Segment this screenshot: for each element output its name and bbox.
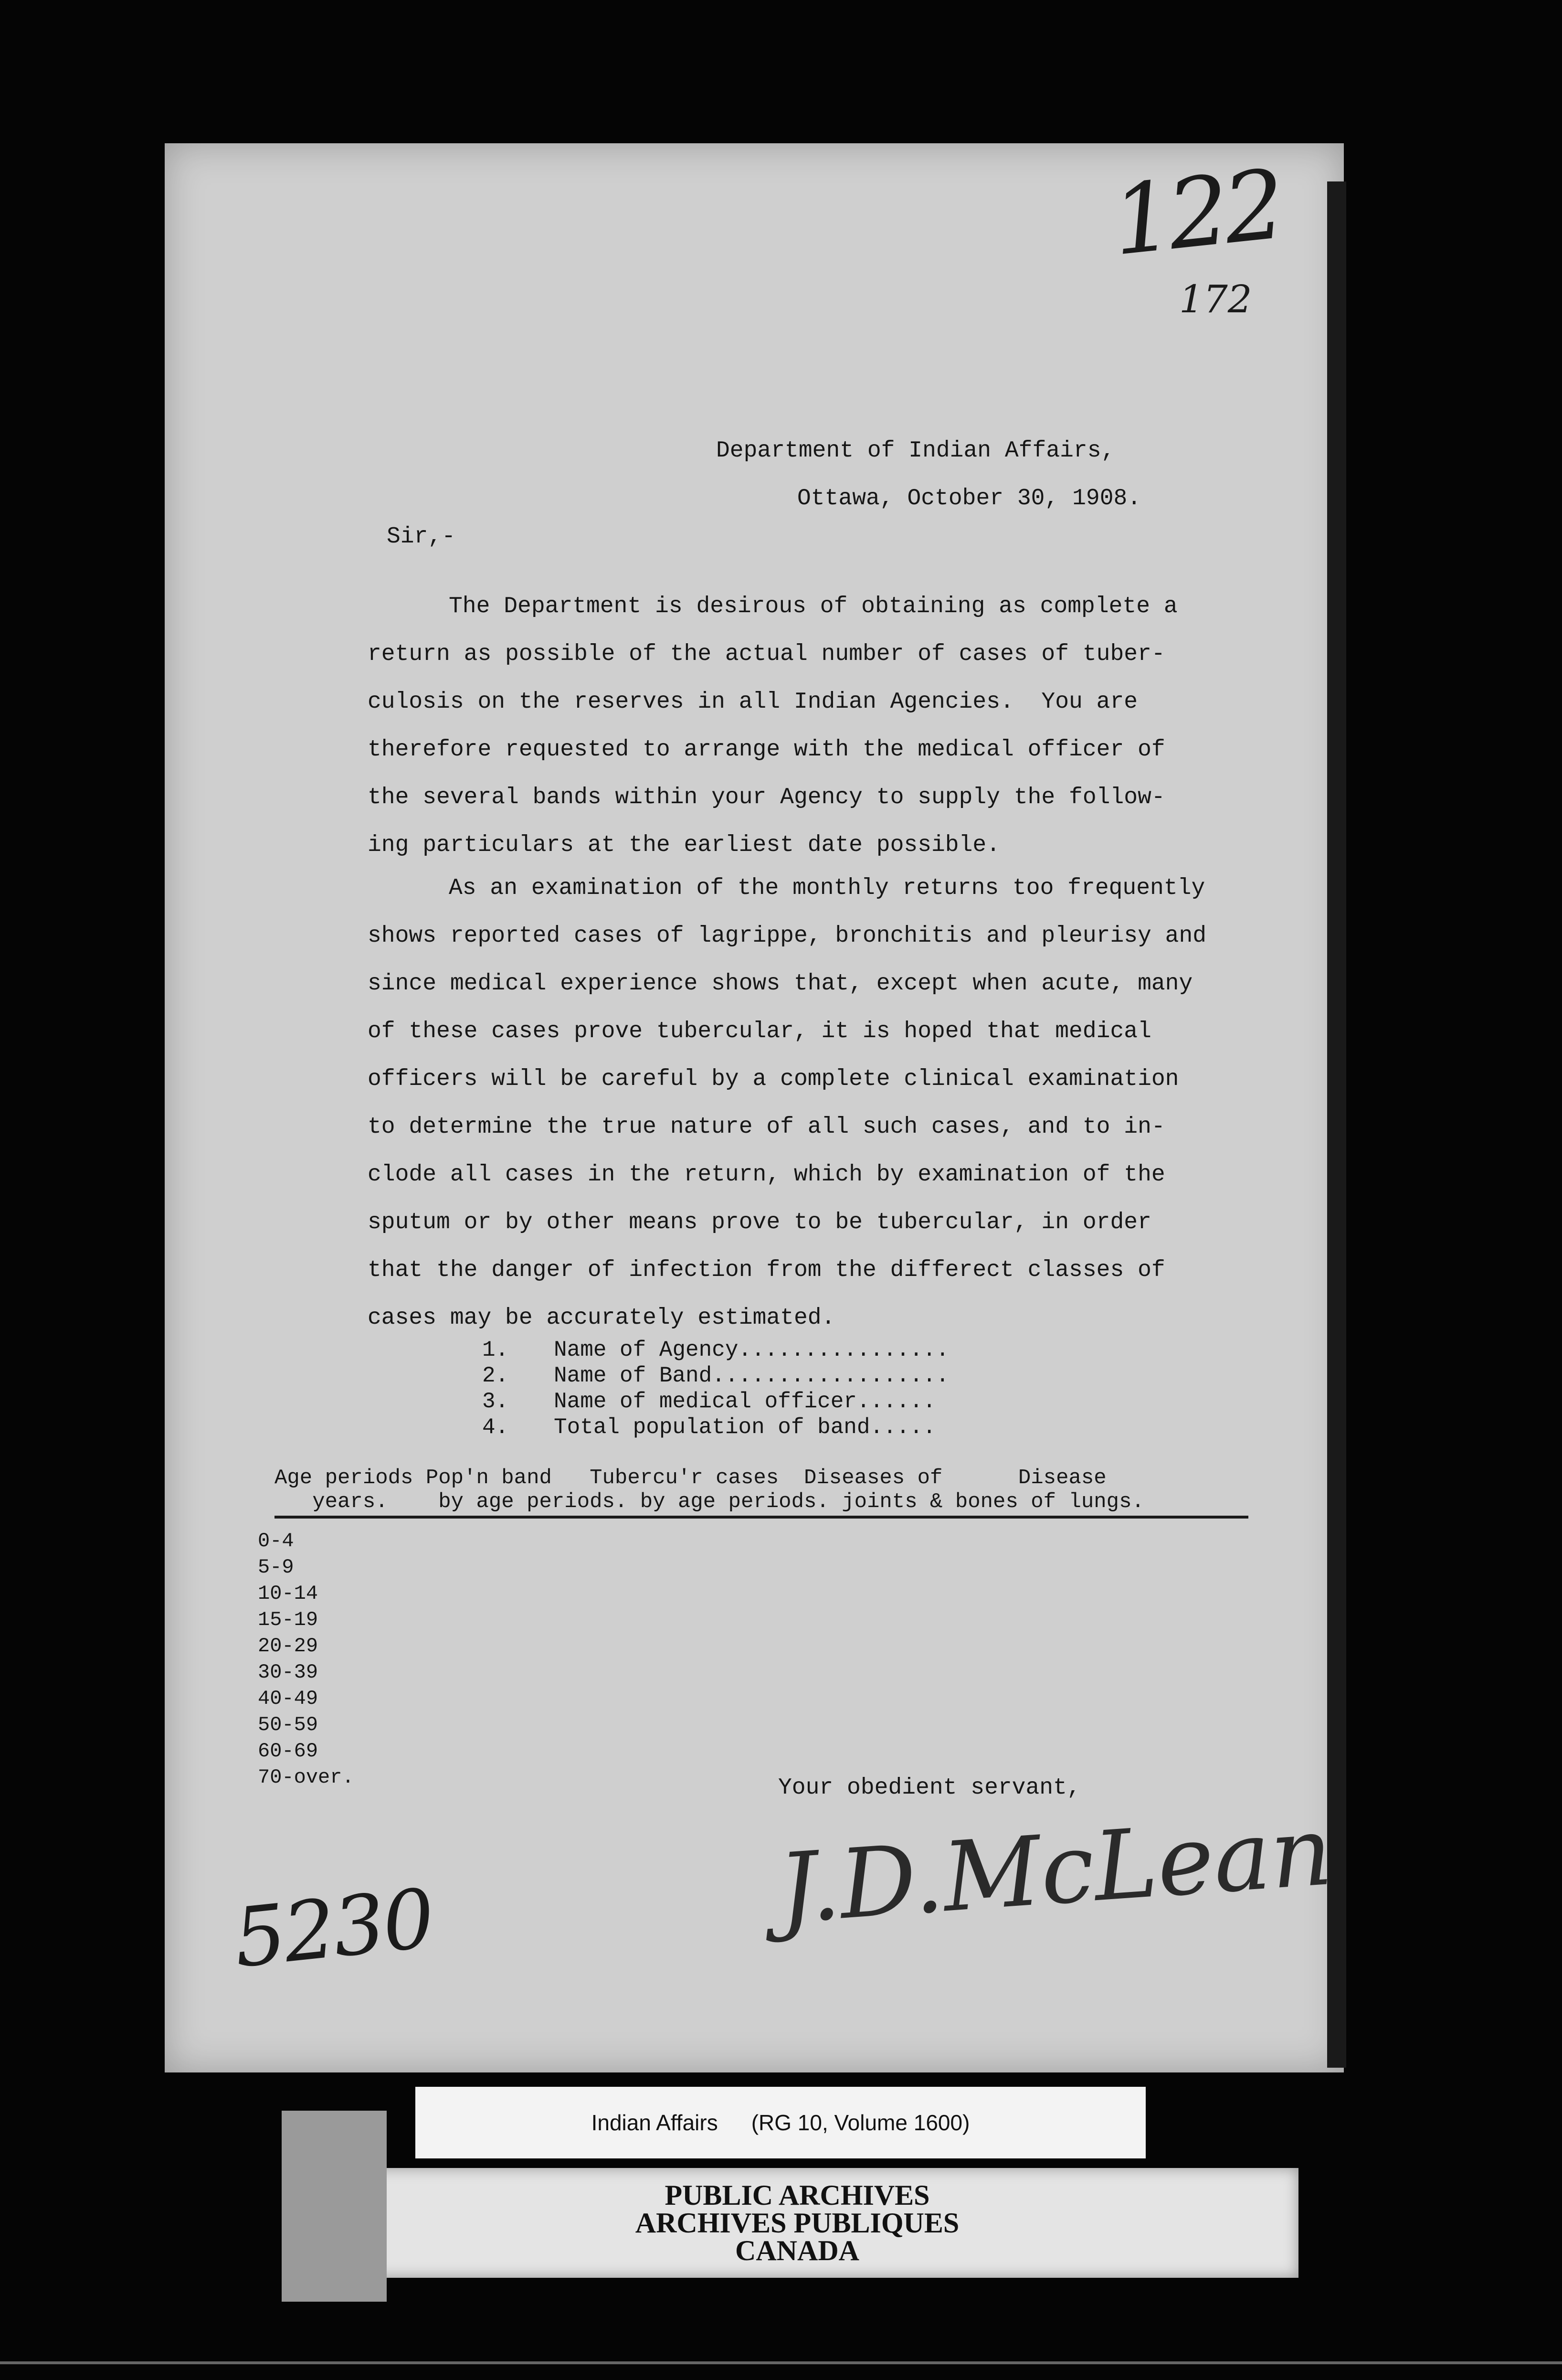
closing-line: Your obedient servant, bbox=[778, 1775, 1081, 1801]
stamp-line: CANADA bbox=[735, 2235, 859, 2266]
signature: J.D.McLean bbox=[775, 1795, 1336, 1945]
paragraph-line: The Department is desirous of obtaining as complete a bbox=[449, 594, 1178, 619]
folio-number: 122 bbox=[1107, 149, 1286, 277]
item-text: Name of medical officer...... bbox=[554, 1389, 936, 1414]
archive-label-fonds: Indian Affairs bbox=[591, 2110, 718, 2135]
table-row: 60-69 bbox=[258, 1740, 318, 1763]
paragraph-line: to determine the true nature of all such cases, and to in- bbox=[368, 1114, 1165, 1140]
table-row: 50-59 bbox=[258, 1713, 318, 1736]
paragraph-line: clode all cases in the return, which by examination of the bbox=[368, 1162, 1165, 1188]
item-number: 4. bbox=[482, 1415, 509, 1440]
table-header bbox=[274, 1466, 1248, 1519]
paragraph-line: sputum or by other means prove to be tubercular, in order bbox=[368, 1210, 1151, 1235]
paragraph-line: since medical experience shows that, except when acute, many bbox=[368, 971, 1193, 997]
paragraph-line: of these cases prove tubercular, it is hoped that medical bbox=[368, 1019, 1151, 1044]
table-row: 20-29 bbox=[258, 1635, 318, 1658]
list-item bbox=[482, 1389, 949, 1414]
letter-header-date: Ottawa, October 30, 1908. bbox=[797, 486, 1141, 511]
table-row: 10-14 bbox=[258, 1582, 318, 1605]
list-item bbox=[482, 1414, 949, 1440]
paragraph-line: ing particulars at the earliest date possible. bbox=[368, 832, 1001, 858]
table-header-line: Age periods Pop'n band Tubercu'r cases Diseases of Disease bbox=[274, 1466, 1107, 1490]
item-number: 3. bbox=[482, 1389, 509, 1414]
folio-sub-number: 172 bbox=[1179, 277, 1252, 321]
archival-number: 5230 bbox=[229, 1871, 437, 1987]
page-edge-shadow bbox=[1327, 181, 1346, 2068]
table-header-line: years. by age periods. by age periods. joints & bones of lungs. bbox=[274, 1490, 1144, 1514]
paragraph-line: As an examination of the monthly returns too frequently bbox=[449, 875, 1205, 901]
paragraph-2 bbox=[368, 864, 1236, 1342]
item-text: Name of Band.................. bbox=[554, 1363, 950, 1388]
paragraph-line: culosis on the reserves in all Indian Agencies. You are bbox=[368, 689, 1138, 715]
table-header-rule bbox=[274, 1516, 1248, 1519]
table-row: 5-9 bbox=[258, 1556, 294, 1579]
stamp-line: PUBLIC ARCHIVES bbox=[665, 2179, 930, 2211]
paragraph-line: the several bands within your Agency to supply the follow- bbox=[368, 785, 1165, 810]
archive-label-volume: (RG 10, Volume 1600) bbox=[751, 2110, 970, 2135]
archive-label bbox=[415, 2087, 1146, 2158]
particulars-list bbox=[482, 1337, 949, 1440]
item-number: 2. bbox=[482, 1363, 509, 1388]
item-text: Total population of band..... bbox=[554, 1415, 936, 1440]
age-periods-column bbox=[258, 1528, 354, 1791]
paragraph-line: that the danger of infection from the differect classes of bbox=[368, 1257, 1165, 1283]
list-item bbox=[482, 1337, 949, 1363]
paragraph-line: cases may be accurately estimated. bbox=[368, 1305, 835, 1331]
stamp-line: ARCHIVES PUBLIQUES bbox=[635, 2207, 960, 2239]
table-row: 70-over. bbox=[258, 1766, 354, 1789]
table-row: 15-19 bbox=[258, 1608, 318, 1631]
paragraph-line: officers will be careful by a complete clinical examination bbox=[368, 1066, 1179, 1092]
table-row: 40-49 bbox=[258, 1687, 318, 1710]
archives-stamp bbox=[296, 2168, 1298, 2278]
table-row: 30-39 bbox=[258, 1661, 318, 1684]
item-number: 1. bbox=[482, 1338, 509, 1362]
paragraph-line: therefore requested to arrange with the medical officer of bbox=[368, 737, 1165, 763]
item-text: Name of Agency................ bbox=[554, 1338, 950, 1362]
paragraph-1 bbox=[368, 583, 1236, 869]
salutation: Sir,- bbox=[387, 524, 456, 550]
paragraph-line: shows reported cases of lagrippe, bronchitis and pleurisy and bbox=[368, 923, 1207, 949]
list-item bbox=[482, 1363, 949, 1389]
paragraph-line: return as possible of the actual number of cases of tuber- bbox=[368, 641, 1165, 667]
scan-border-line bbox=[0, 2361, 1562, 2364]
table-row: 0-4 bbox=[258, 1530, 294, 1552]
letter-header-department: Department of Indian Affairs, bbox=[716, 438, 1115, 464]
